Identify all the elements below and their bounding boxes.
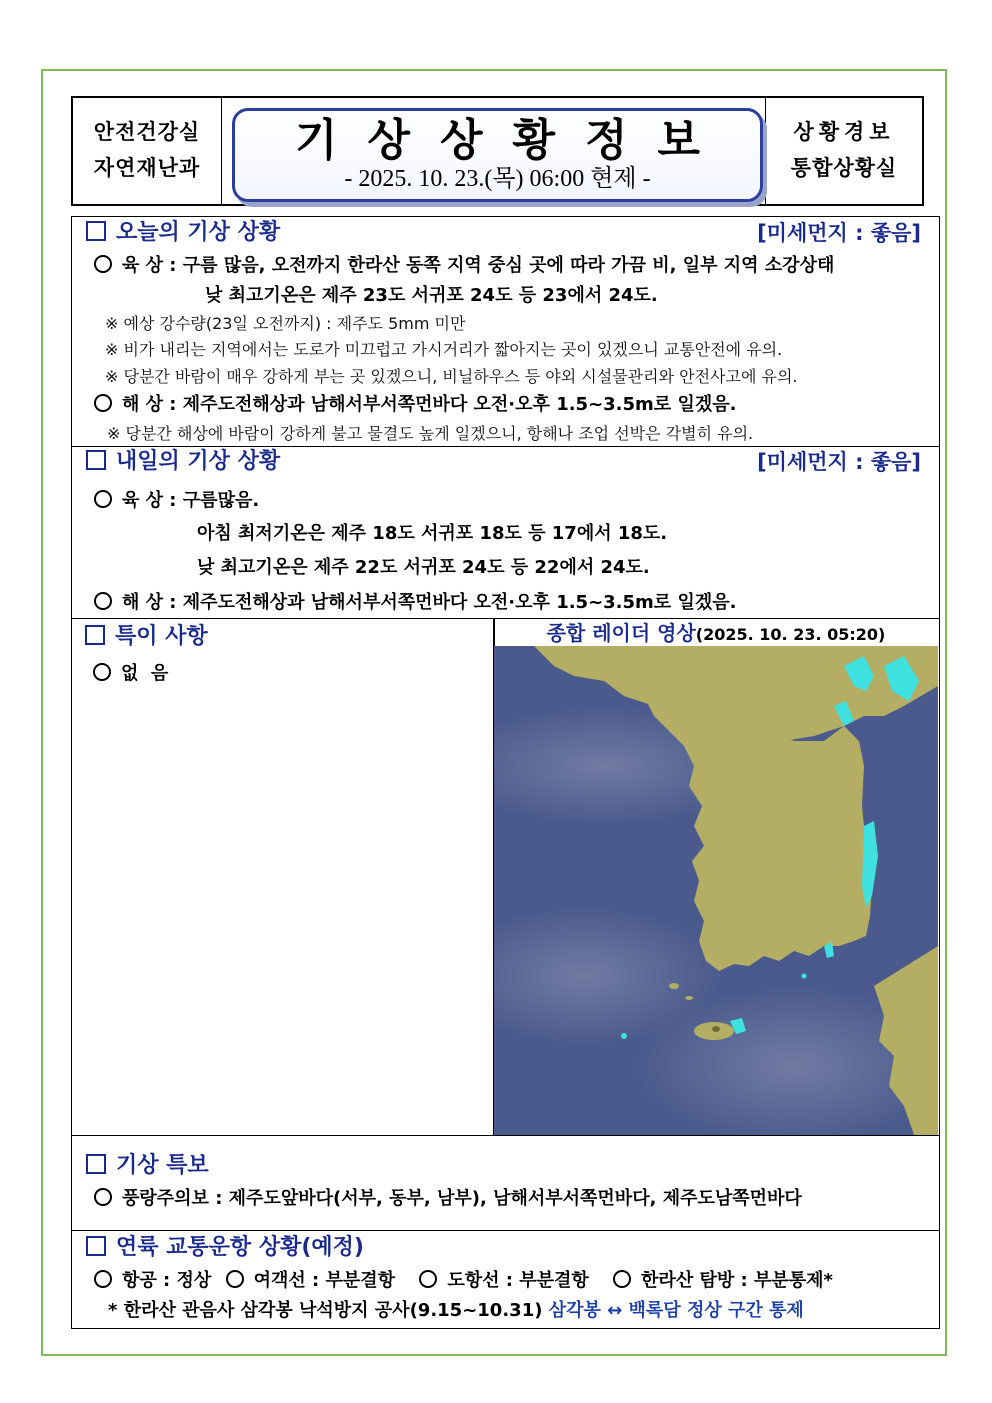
traffic-section [71, 1230, 940, 1329]
header-office [766, 96, 924, 206]
today-note-sea: ※ 당분간 해상에 바람이 강하게 불고 물결도 높게 일겠으니, 항해나 조업 선박은 각별히 유의. [107, 424, 754, 443]
today-note-road: ※ 비가 내리는 지역에서는 도로가 미끄럽고 가시거리가 짧아지는 곳이 있겠으니 교통안전에 유의. [105, 340, 783, 359]
air-status: 항공 : 정상 [122, 1270, 212, 1291]
today-section [71, 216, 940, 447]
warning-heading: 기상 특보 [86, 1152, 209, 1180]
today-land: 육 상 : 구름 많음, 오전까지 한라산 동쪽 지역 중심 곳에 따라 가끔 비, 일부 지역 소강상태 [94, 254, 834, 278]
circle-bullet-icon [419, 1270, 437, 1288]
checkbox-icon [85, 625, 105, 645]
hallasan-peak [712, 1026, 720, 1032]
department-line1: 안전건강실 [93, 120, 201, 144]
ferry-status: 여객선 : 부분결항 [253, 1270, 396, 1291]
header-department [71, 96, 221, 206]
radar-image [494, 646, 938, 1135]
title-box [232, 108, 763, 202]
today-land-temp: 낮 최고기온은 제주 23도 서귀포 24도 등 23에서 24도. [205, 285, 658, 306]
today-heading: 오늘의 기상 상황 [86, 219, 280, 247]
traffic-status-line [94, 1269, 833, 1293]
special-heading: 특이 사항 [85, 623, 208, 651]
department-line2: 자연재난과 [93, 156, 201, 180]
checkbox-icon [86, 450, 106, 470]
circle-bullet-icon [94, 1188, 112, 1206]
today-sea: 해 상 : 제주도전해상과 남해서부서쪽먼바다 오전·오후 1.5~3.5m로 일겠음. [94, 393, 736, 417]
hallasan-status: 한라산 탐방 : 부분통제* [641, 1270, 833, 1291]
circle-bullet-icon [93, 663, 111, 681]
tomorrow-section [71, 446, 940, 619]
tomorrow-dust-badge: [미세먼지 : 좋음] [757, 450, 921, 474]
checkbox-icon [86, 221, 106, 241]
office-line2: 통합상황실 [790, 156, 898, 180]
island [685, 996, 693, 1000]
traffic-heading: 연륙 교통운항 상황(예정) [86, 1234, 364, 1262]
circle-bullet-icon [94, 1270, 112, 1288]
checkbox-icon [86, 1154, 106, 1174]
circle-bullet-icon [94, 490, 112, 508]
radar-echo [621, 1033, 627, 1039]
tomorrow-heading: 내일의 기상 상황 [86, 448, 280, 476]
page-title: 기상상황정보 [294, 115, 731, 166]
report-datetime: - 2025. 10. 23.(목) 06:00 현제 - [344, 166, 651, 192]
circle-bullet-icon [613, 1270, 631, 1288]
tomorrow-max-temp: 낮 최고기온은 제주 22도 서귀포 24도 등 22에서 24도. [197, 557, 650, 578]
checkbox-icon [86, 1236, 106, 1256]
island-ferry-status: 도항선 : 부분결항 [447, 1270, 589, 1291]
circle-bullet-icon [94, 394, 112, 412]
warning-text: 풍랑주의보 : 제주도앞바다(서부, 동부, 남부), 남해서부서쪽먼바다, 제주도남쪽먼바다 [94, 1187, 802, 1211]
circle-bullet-icon [94, 592, 112, 610]
radar-title: 종합 레이더 영상(2025. 10. 23. 05:20) [546, 621, 886, 645]
traffic-note: * 한라산 관음사 삼각봉 낙석방지 공사(9.15~10.31) 삼각봉 ↔ 백록담 정상 구간 통제 [108, 1300, 804, 1321]
office-line1: 상황경보 [793, 120, 895, 144]
special-item: 없 음 [93, 662, 168, 686]
today-note-wind: ※ 당분간 바람이 매우 강하게 부는 곳 있겠으니, 비닐하우스 등 야외 시설물관리와 안전사고에 유의. [105, 367, 798, 386]
today-dust-badge: [미세먼지 : 좋음] [757, 221, 921, 245]
circle-bullet-icon [94, 255, 112, 273]
tomorrow-sea: 해 상 : 제주도전해상과 남해서부서쪽먼바다 오전·오후 1.5~3.5m로 일겠음. [94, 591, 736, 615]
header-title-cell [221, 96, 766, 206]
tomorrow-land: 육 상 : 구름많음. [94, 489, 259, 513]
circle-bullet-icon [226, 1270, 244, 1288]
radar-echo [802, 974, 807, 979]
today-note-rain: ※ 예상 강수량(23일 오전까지) : 제주도 5mm 미만 [105, 314, 466, 333]
tomorrow-min-temp: 아침 최저기온은 제주 18도 서귀포 18도 등 17에서 18도. [197, 523, 668, 544]
island [669, 983, 679, 989]
warning-section [71, 1135, 940, 1231]
